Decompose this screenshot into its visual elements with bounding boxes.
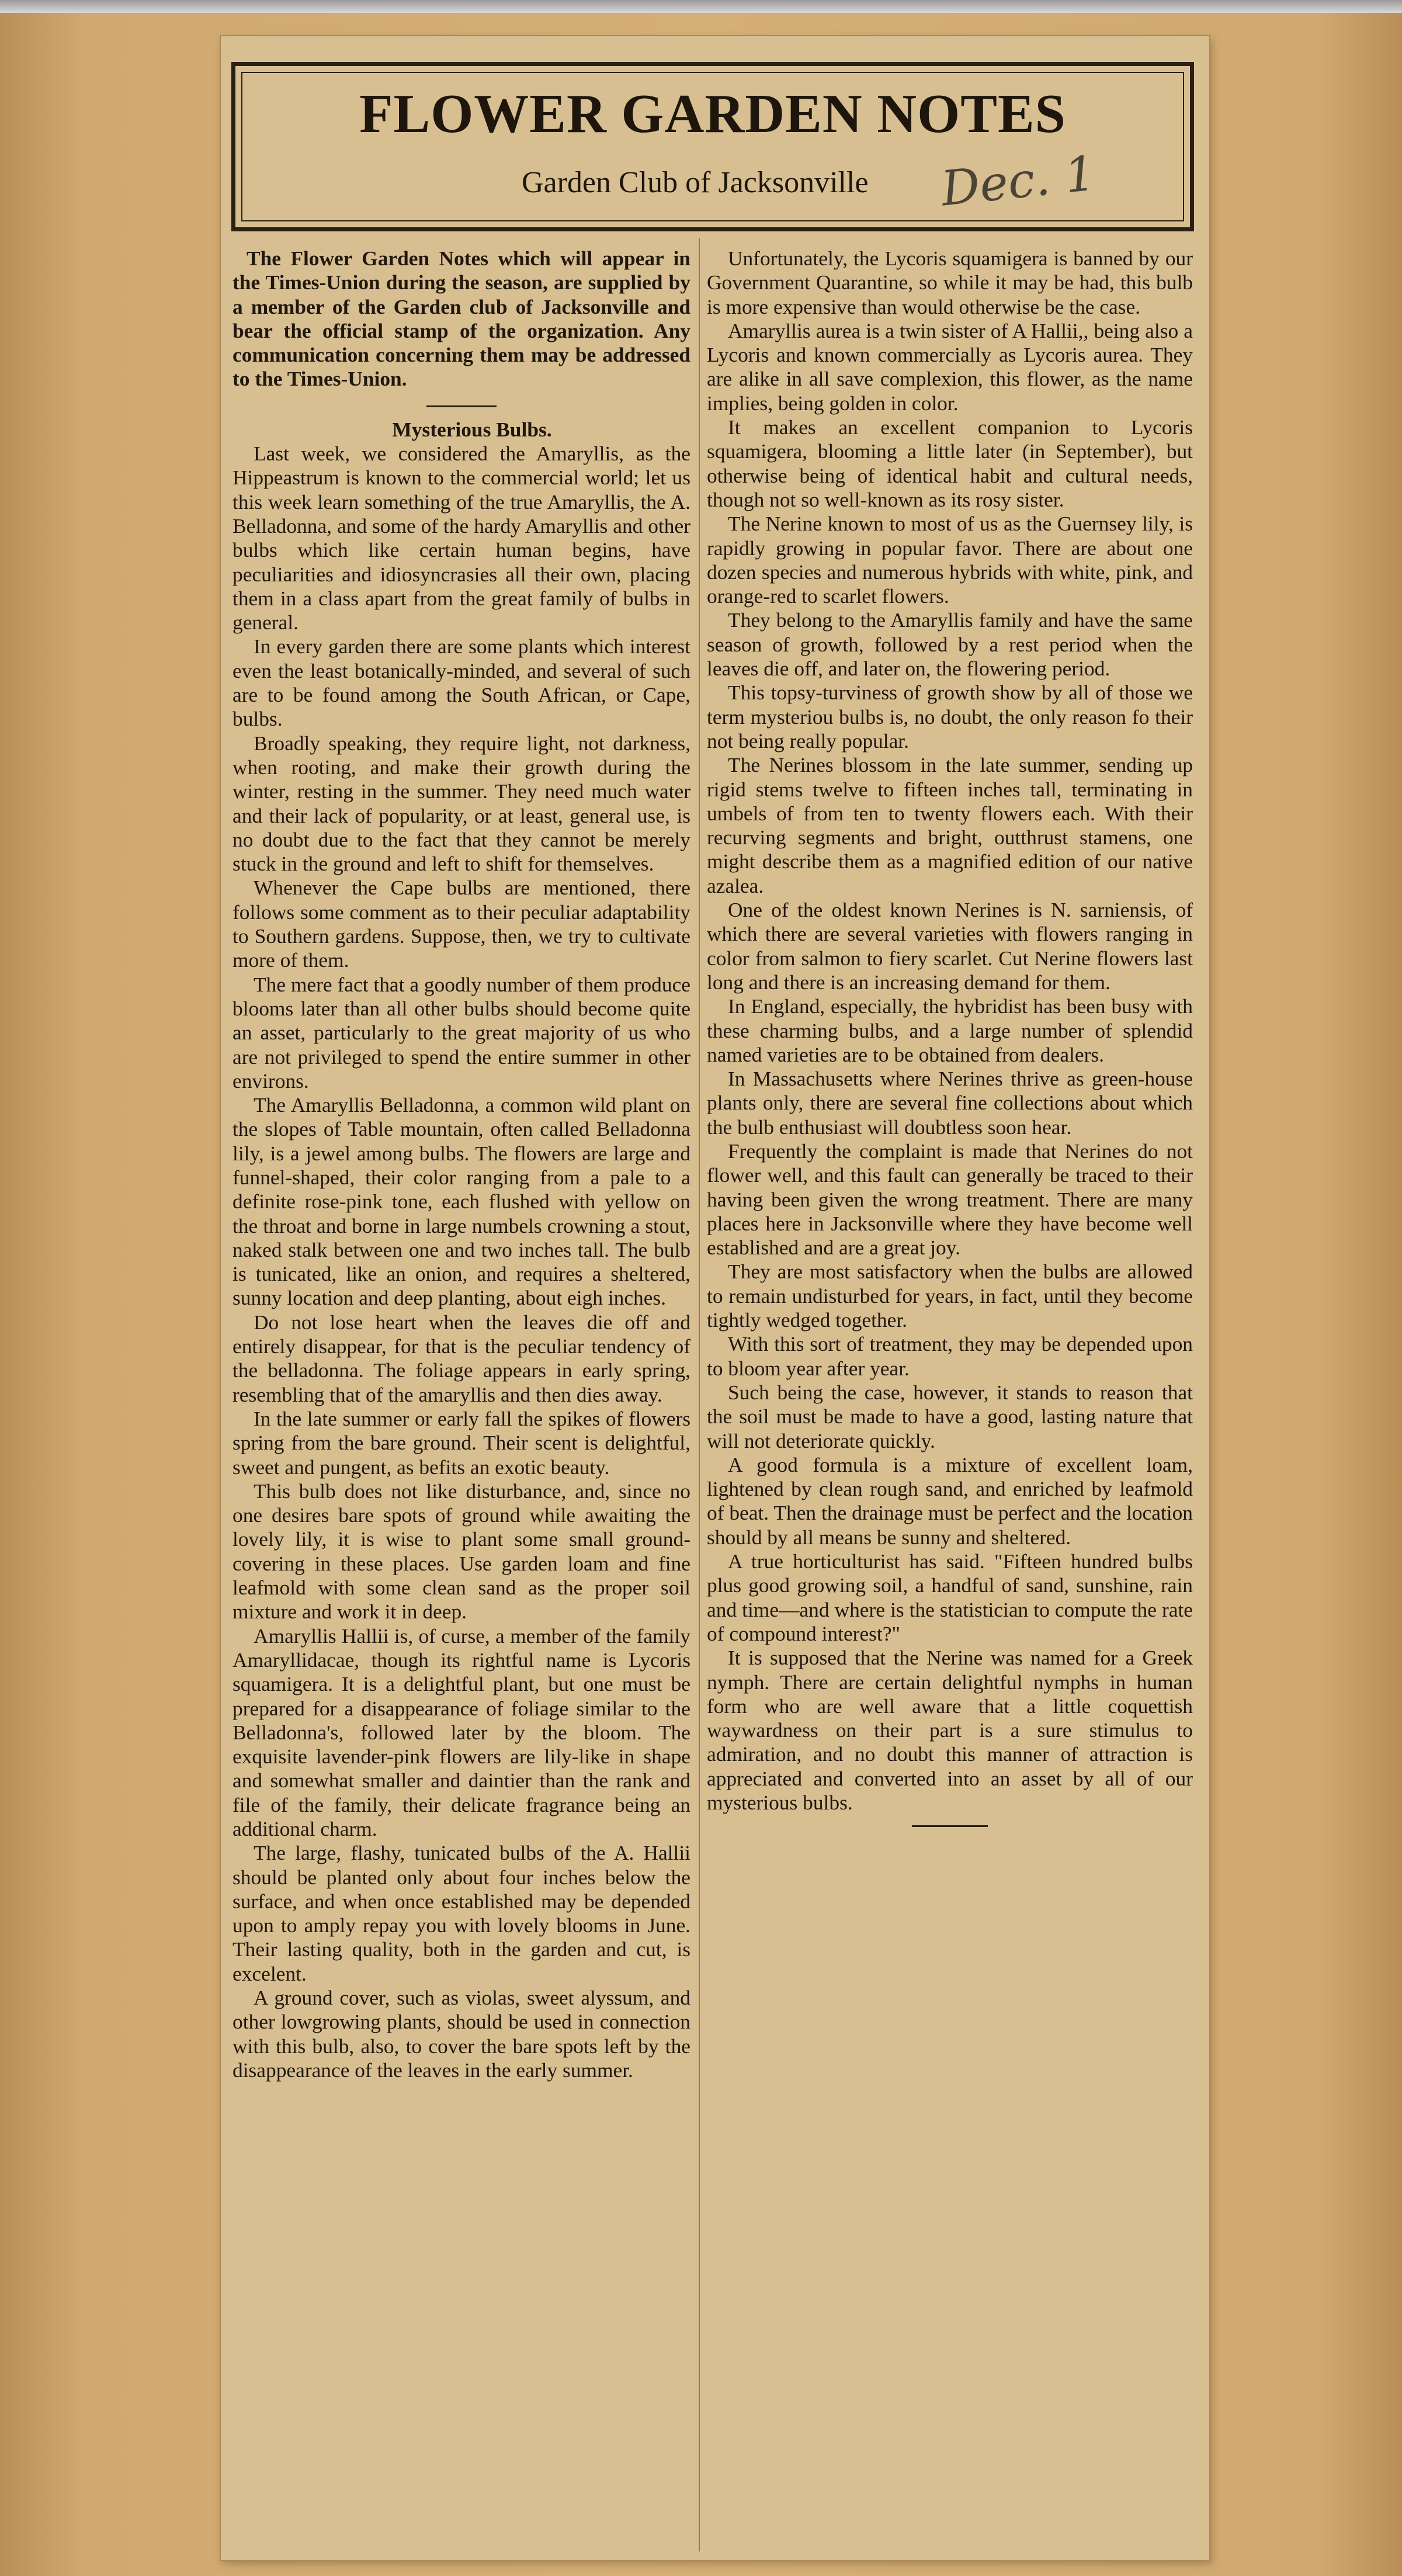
article-paragraph: It is supposed that the Nerine was named for a Greek nymph. There are certain delightful nymphs in human form who are well aware that a little coquettish waywardness on their part is a sure stimulus to admiration, and no doubt this manner of attraction is appreciated and converted into an asset by all of our mysterious bulbs. (707, 1646, 1193, 1814)
column-divider (699, 238, 700, 2551)
right-column (707, 247, 1193, 1827)
masthead-box (231, 62, 1194, 231)
article-paragraph: They are most satisfactory when the bulbs are allowed to remain undisturbed for years, in fact, until they become tightly wedged together. (707, 1260, 1193, 1332)
article-paragraph: Frequently the complaint is made that Nerines do not flower well, and this fault can generally be traced to their having been given the wrong treatment. There are many places here in Jacksonville where they have become well established and are a great joy. (707, 1139, 1193, 1260)
article-paragraph: A good formula is a mixture of excellent loam, lightened by clean rough sand, and enriched by leafmold of beat. Then the drainage must be perfect and the location should by all means be sunny and sheltered. (707, 1452, 1193, 1549)
article-paragraph: Amaryllis aurea is a twin sister of A Hallii,, being also a Lycoris and known commercially as Lycoris aurea. They are alike in all save complexion, this flower, as the name implies, being golden in color. (707, 318, 1193, 415)
article-paragraph: Do not lose heart when the leaves die off and entirely disappear, for that is the peculiar tendency of the belladonna. The foliage appears in early spring, resembling that of the amaryllis and then dies away. (232, 1310, 690, 1406)
article-paragraph: Unfortunately, the Lycoris squamigera is banned by our Government Quarantine, so while it may be had, this bulb is more expensive than would otherwise be the case. (707, 247, 1193, 318)
article-paragraph: They belong to the Amaryllis family and have the same season of growth, followed by a rest period when the leaves die off, and later on, the flowering period. (707, 608, 1193, 681)
article-paragraph: Last week, we considered the Amaryllis, as the Hippeastrum is known to the commercial world; let us this week learn something of the true Amaryllis, the A. Belladonna, and some of the hardy Amaryllis and other bulbs which like certain human begins, have peculiarities and idiosyncrasies all their own, placing them in a class apart from the great family of bulbs in general. (232, 442, 690, 635)
article-paragraph: A ground cover, such as violas, sweet alyssum, and other lowgrowing plants, should be used in connection with this bulb, also, to cover the bare spots left by the disappearance of the leaves in the early summer. (232, 1986, 690, 2082)
section-rule (426, 405, 497, 407)
article-paragraph: This bulb does not like disturbance, and, since no one desires bare spots of ground while awaiting the lovely lily, it is wise to plant some small ground-covering in these places. Use garden loam and fine leafmold with some clean sand as the proper soil mixture and work it in deep. (232, 1479, 690, 1624)
handwritten-date: Dec. 1 (938, 145, 1098, 217)
end-rule (912, 1825, 988, 1827)
article-paragraph: In Massachusetts where Nerines thrive as green-house plants only, there are several fine collections about which the bulb enthusiast will doubtless soon hear. (707, 1067, 1193, 1139)
article-paragraph: In every garden there are some plants which interest even the least botanically-minded, and several of such are to be found among the South African, or Cape, bulbs. (232, 635, 690, 731)
left-column (232, 247, 690, 2082)
article-paragraph: In the late summer or early fall the spikes of flowers spring from the bare ground. Their scent is delightful, sweet and pungent, as befits an exotic beauty. (232, 1406, 690, 1479)
article-paragraph: The large, flashy, tunicated bulbs of the A. Hallii should be planted only about four inches below the surface, and when once established may be depended upon to amply repay you with lovely blooms in June. Their lasting quality, both in the garden and cut, is excelent. (232, 1841, 690, 1985)
article-paragraph: This topsy-turviness of growth show by all of those we term mysteriou bulbs is, no doubt, the only reason fo their not being really popular. (707, 681, 1193, 753)
article-paragraph: In England, especially, the hybridist has been busy with these charming bulbs, and a large number of splendid named varieties are to be obtained from dealers. (707, 994, 1193, 1066)
article-paragraph: It makes an excellent companion to Lycoris squamigera, blooming a little later (in September), but otherwise being of identical habit and cultural needs, though not so well-known as its rosy sister. (707, 415, 1193, 511)
article-paragraph: Whenever the Cape bulbs are mentioned, there follows some comment as to their peculiar adaptability to Southern gardens. Suppose, then, we try to cultivate more of them. (232, 876, 690, 972)
section-heading: Mysterious Bulbs. (392, 417, 552, 441)
masthead-title: FLOWER GARDEN NOTES (359, 84, 1066, 144)
article-paragraph: With this sort of treatment, they may be depended upon to bloom year after year. (707, 1332, 1193, 1380)
byline: Garden Club of Jacksonville (522, 166, 869, 199)
intro-paragraph: The Flower Garden Notes which will appear in the Times-Union during the season, are supplied by a member of the Garden club of Jacksonville and bear the official stamp of the organization. Any communication concerning them may be addressed to the Times-Union. (232, 247, 690, 391)
article-paragraph: A true horticulturist has said. "Fifteen hundred bulbs plus good growing soil, a handful of sand, sunshine, rain and time—and where is the statistician to compute the rate of compound interest?" (707, 1549, 1193, 1645)
article-paragraph: The mere fact that a goodly number of them produce blooms later than all other bulbs should become quite an asset, particularly to the great majority of us who are not privileged to spend the entire summer in other environs. (232, 972, 690, 1093)
article-paragraph: Amaryllis Hallii is, of curse, a member of the family Amaryllidacae, though its rightful name is Lycoris squamigera. It is a delightful plant, but one must be prepared for a disappearance of foliage similar to the Belladonna's, followed later by the bloom. The exquisite lavender-pink flowers are lily-like in shape and somewhat smaller and daintier than the rank and file of the family, their delicate fragrance being an additional charm. (232, 1624, 690, 1840)
article-paragraph: Such being the case, however, it stands to reason that the soil must be made to have a good, lasting nature that will not deteriorate quickly. (707, 1380, 1193, 1452)
article-paragraph: The Nerines blossom in the late summer, sending up rigid stems twelve to fifteen inches tall, terminating in umbels of from ten to twenty flowers each. With their recurving segments and bright, outthrust stamens, one might describe them as a magnified edition of our native azalea. (707, 753, 1193, 897)
article-paragraph: The Nerine known to most of us as the Guernsey lily, is rapidly growing in popular favor. There are about one dozen species and numerous hybrids with white, pink, and orange-red to scarlet flowers. (707, 512, 1193, 608)
article-paragraph: Broadly speaking, they require light, not darkness, when rooting, and make their growth during the winter, resting in the summer. They need much water and their lack of popularity, or at least, general use, is no doubt due to the fact that they cannot be merely stuck in the ground and left to shift for themselves. (232, 731, 690, 876)
newspaper-clipping (221, 36, 1209, 2560)
article-paragraph: The Amaryllis Belladonna, a common wild plant on the slopes of Table mountain, often called Belladonna lily, is a jewel among bulbs. The flowers are large and funnel-shaped, their color ranging from a pale to a definite rose-pink tone, each flushed with yellow on the throat and borne in large numbels crowning a stout, naked stalk between one and two inches tall. The bulb is tunicated, like an onion, and requires a sheltered, sunny location and deep planting, about eigh inches. (232, 1093, 690, 1310)
scanner-edge (0, 0, 1402, 13)
article-paragraph: One of the oldest known Nerines is N. sarniensis, of which there are several varieties with flowers ranging in color from salmon to fiery scarlet. Cut Nerine flowers last long and there is an increasing demand for them. (707, 898, 1193, 994)
